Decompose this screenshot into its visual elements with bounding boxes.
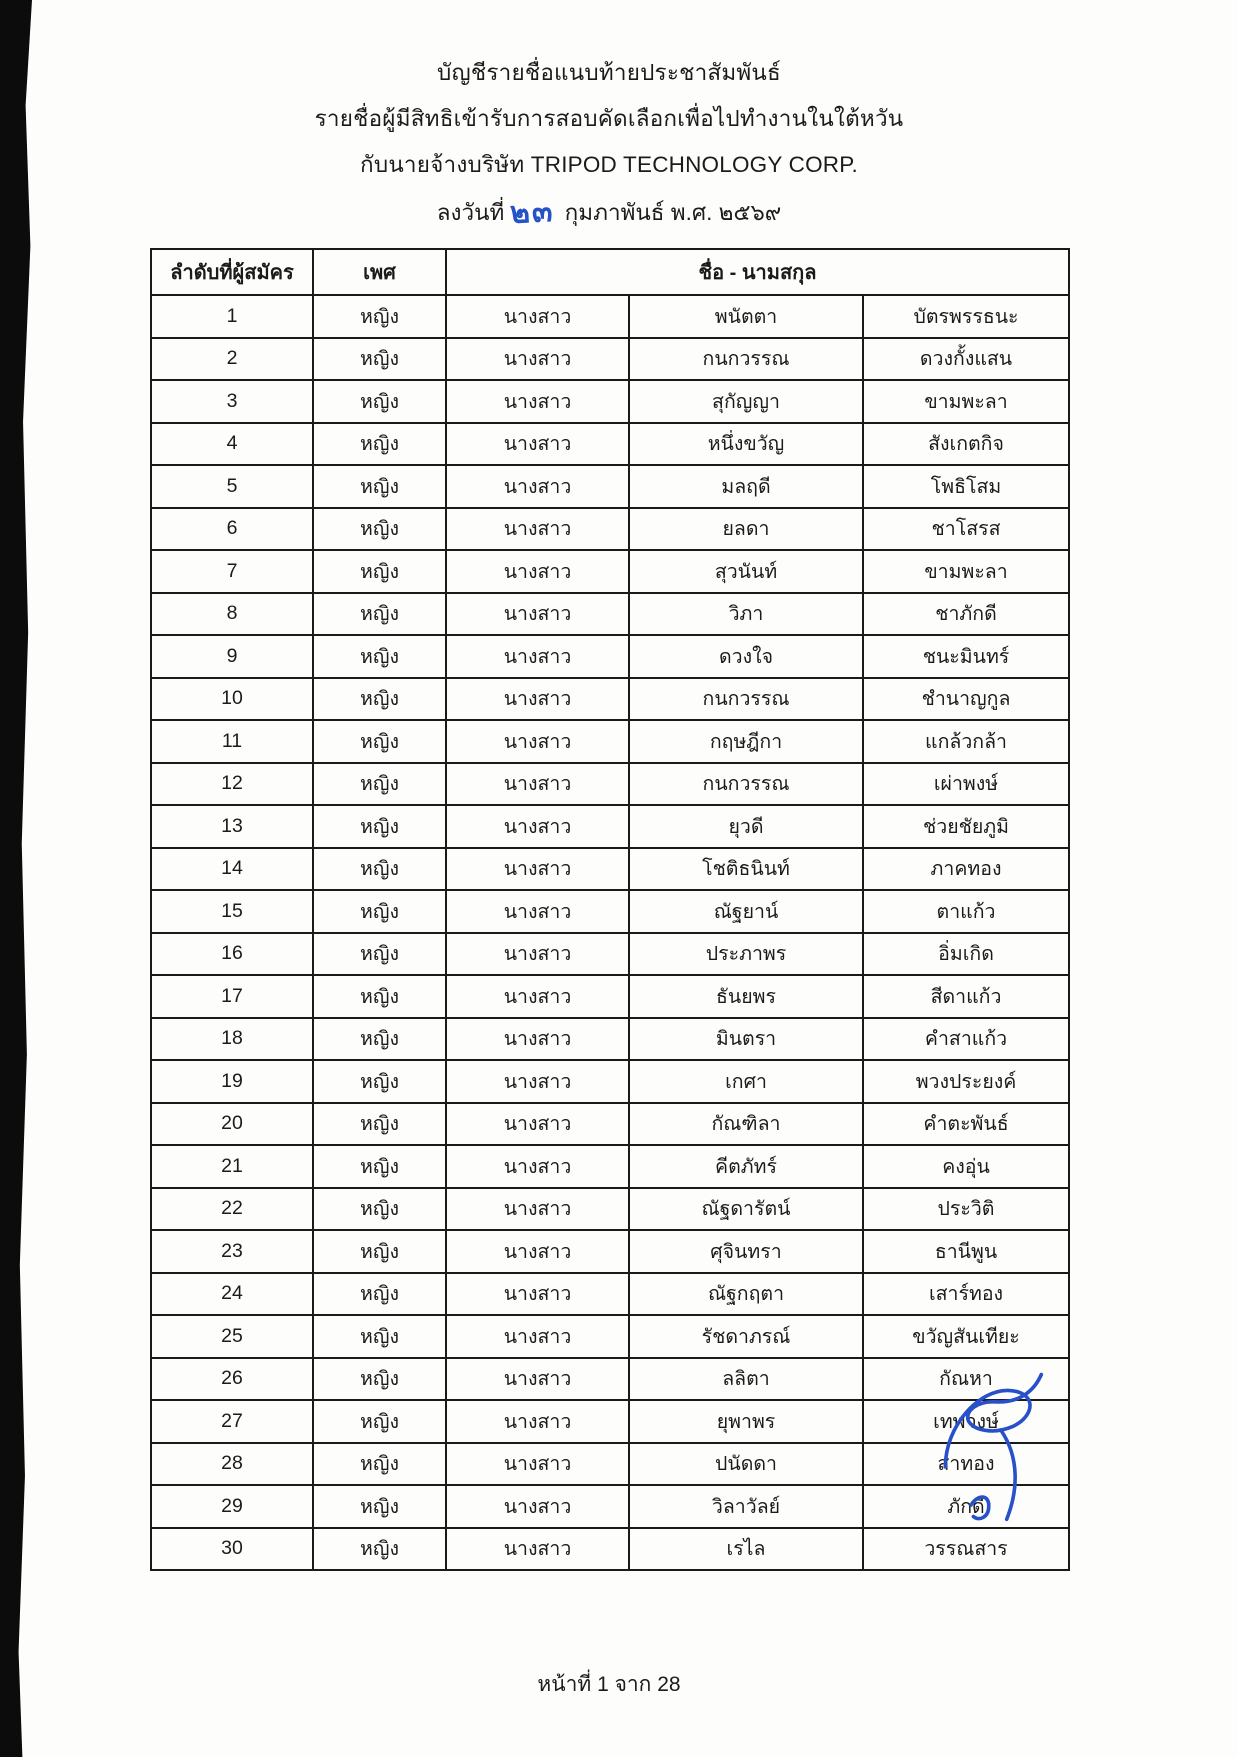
cell-no: 22 bbox=[151, 1188, 313, 1231]
cell-first: เรไล bbox=[629, 1528, 863, 1571]
cell-first: พนัตตา bbox=[629, 295, 863, 338]
cell-gender: หญิง bbox=[313, 975, 446, 1018]
cell-no: 2 bbox=[151, 338, 313, 381]
cell-title: นางสาว bbox=[446, 1145, 629, 1188]
cell-last: ภักดี bbox=[863, 1485, 1069, 1528]
cell-title: นางสาว bbox=[446, 975, 629, 1018]
cell-title: นางสาว bbox=[446, 1528, 629, 1571]
cell-first: กัณฑิลา bbox=[629, 1103, 863, 1146]
cell-last: แกล้วกล้า bbox=[863, 720, 1069, 763]
date-line bbox=[150, 188, 1068, 236]
col-header-gender: เพศ bbox=[313, 249, 446, 295]
cell-no: 6 bbox=[151, 508, 313, 551]
cell-gender: หญิง bbox=[313, 295, 446, 338]
cell-gender: หญิง bbox=[313, 635, 446, 678]
cell-first: สุกัญญา bbox=[629, 380, 863, 423]
cell-title: นางสาว bbox=[446, 593, 629, 636]
cell-first: ยุวดี bbox=[629, 805, 863, 848]
cell-gender: หญิง bbox=[313, 1358, 446, 1401]
cell-title: นางสาว bbox=[446, 1315, 629, 1358]
table-row bbox=[151, 423, 1069, 466]
table-row bbox=[151, 380, 1069, 423]
cell-first: วิภา bbox=[629, 593, 863, 636]
table-row bbox=[151, 635, 1069, 678]
cell-no: 1 bbox=[151, 295, 313, 338]
cell-last: สังเกตกิจ bbox=[863, 423, 1069, 466]
cell-last: ภาคทอง bbox=[863, 848, 1069, 891]
cell-title: นางสาว bbox=[446, 1103, 629, 1146]
cell-title: นางสาว bbox=[446, 1060, 629, 1103]
cell-first: สุวนันท์ bbox=[629, 550, 863, 593]
cell-no: 29 bbox=[151, 1485, 313, 1528]
cell-last: ชำนาญกูล bbox=[863, 678, 1069, 721]
cell-no: 30 bbox=[151, 1528, 313, 1571]
cell-gender: หญิง bbox=[313, 1188, 446, 1231]
cell-gender: หญิง bbox=[313, 1060, 446, 1103]
cell-last: ธานีพูน bbox=[863, 1230, 1069, 1273]
cell-first: โชติธนินท์ bbox=[629, 848, 863, 891]
cell-gender: หญิง bbox=[313, 1145, 446, 1188]
table-row bbox=[151, 593, 1069, 636]
cell-no: 14 bbox=[151, 848, 313, 891]
cell-first: กนกวรรณ bbox=[629, 678, 863, 721]
table-row bbox=[151, 763, 1069, 806]
cell-no: 19 bbox=[151, 1060, 313, 1103]
cell-title: นางสาว bbox=[446, 1485, 629, 1528]
cell-gender: หญิง bbox=[313, 1273, 446, 1316]
document-header bbox=[150, 50, 1068, 236]
cell-no: 15 bbox=[151, 890, 313, 933]
title-line-3: กับนายจ้างบริษัท TRIPOD TECHNOLOGY CORP. bbox=[360, 152, 858, 177]
cell-no: 26 bbox=[151, 1358, 313, 1401]
cell-last: ชนะมินทร์ bbox=[863, 635, 1069, 678]
table-row bbox=[151, 295, 1069, 338]
cell-last: ชาภักดี bbox=[863, 593, 1069, 636]
cell-gender: หญิง bbox=[313, 763, 446, 806]
cell-no: 5 bbox=[151, 465, 313, 508]
cell-no: 18 bbox=[151, 1018, 313, 1061]
cell-last: พวงประยงค์ bbox=[863, 1060, 1069, 1103]
cell-last: คำสาแก้ว bbox=[863, 1018, 1069, 1061]
cell-no: 13 bbox=[151, 805, 313, 848]
date-suffix: กุมภาพันธ์ พ.ศ. ๒๕๖๙ bbox=[564, 200, 782, 225]
cell-gender: หญิง bbox=[313, 1443, 446, 1486]
cell-first: กนกวรรณ bbox=[629, 763, 863, 806]
table-row bbox=[151, 1528, 1069, 1571]
cell-first: ณัฐดารัตน์ bbox=[629, 1188, 863, 1231]
cell-first: ลลิตา bbox=[629, 1358, 863, 1401]
cell-title: นางสาว bbox=[446, 848, 629, 891]
applicant-table-body bbox=[151, 295, 1069, 1570]
cell-gender: หญิง bbox=[313, 423, 446, 466]
cell-no: 27 bbox=[151, 1400, 313, 1443]
cell-title: นางสาว bbox=[446, 763, 629, 806]
cell-no: 4 bbox=[151, 423, 313, 466]
cell-no: 11 bbox=[151, 720, 313, 763]
cell-no: 17 bbox=[151, 975, 313, 1018]
table-row bbox=[151, 338, 1069, 381]
cell-gender: หญิง bbox=[313, 1400, 446, 1443]
table-row bbox=[151, 1103, 1069, 1146]
table-row bbox=[151, 1485, 1069, 1528]
table-row bbox=[151, 1443, 1069, 1486]
cell-gender: หญิง bbox=[313, 678, 446, 721]
cell-last: ชาโสรส bbox=[863, 508, 1069, 551]
cell-last: กัณหา bbox=[863, 1358, 1069, 1401]
cell-gender: หญิง bbox=[313, 933, 446, 976]
table-row bbox=[151, 805, 1069, 848]
cell-last: ดวงกั้งแสน bbox=[863, 338, 1069, 381]
cell-no: 21 bbox=[151, 1145, 313, 1188]
cell-gender: หญิง bbox=[313, 465, 446, 508]
cell-no: 20 bbox=[151, 1103, 313, 1146]
cell-last: เทพวงษ์ bbox=[863, 1400, 1069, 1443]
cell-title: นางสาว bbox=[446, 720, 629, 763]
cell-last: คงอุ่น bbox=[863, 1145, 1069, 1188]
cell-title: นางสาว bbox=[446, 1358, 629, 1401]
cell-no: 10 bbox=[151, 678, 313, 721]
cell-last: เสาร์ทอง bbox=[863, 1273, 1069, 1316]
cell-no: 3 bbox=[151, 380, 313, 423]
cell-gender: หญิง bbox=[313, 890, 446, 933]
cell-no: 12 bbox=[151, 763, 313, 806]
cell-first: หนึ่งขวัญ bbox=[629, 423, 863, 466]
cell-last: บัตรพรรธนะ bbox=[863, 295, 1069, 338]
cell-first: มลฤดี bbox=[629, 465, 863, 508]
cell-title: นางสาว bbox=[446, 295, 629, 338]
cell-last: เผ่าพงษ์ bbox=[863, 763, 1069, 806]
cell-last: ขามพะลา bbox=[863, 550, 1069, 593]
cell-first: รัชดาภรณ์ bbox=[629, 1315, 863, 1358]
cell-last: ช่วยชัยภูมิ bbox=[863, 805, 1069, 848]
cell-first: ณัฐกฤตา bbox=[629, 1273, 863, 1316]
cell-title: นางสาว bbox=[446, 1018, 629, 1061]
cell-gender: หญิง bbox=[313, 1018, 446, 1061]
cell-last: วรรณสาร bbox=[863, 1528, 1069, 1571]
table-row bbox=[151, 1400, 1069, 1443]
cell-gender: หญิง bbox=[313, 1315, 446, 1358]
title-line-2: รายชื่อผู้มีสิทธิเข้ารับการสอบคัดเลือกเพื่อไปทำงานในใต้หวัน bbox=[314, 106, 904, 131]
cell-last: ตาแก้ว bbox=[863, 890, 1069, 933]
cell-title: นางสาว bbox=[446, 1400, 629, 1443]
cell-first: ณัฐยาน์ bbox=[629, 890, 863, 933]
document-content bbox=[150, 50, 1068, 1571]
cell-last: สีดาแก้ว bbox=[863, 975, 1069, 1018]
cell-first: กนกวรรณ bbox=[629, 338, 863, 381]
cell-last: ประวิติ bbox=[863, 1188, 1069, 1231]
cell-gender: หญิง bbox=[313, 593, 446, 636]
cell-first: กฤษฎีกา bbox=[629, 720, 863, 763]
cell-first: ประภาพร bbox=[629, 933, 863, 976]
table-row bbox=[151, 678, 1069, 721]
applicant-table-head bbox=[151, 249, 1069, 295]
date-prefix: ลงวันที่ bbox=[436, 200, 505, 225]
cell-title: นางสาว bbox=[446, 380, 629, 423]
cell-no: 28 bbox=[151, 1443, 313, 1486]
table-row bbox=[151, 1230, 1069, 1273]
cell-first: ศุจินทรา bbox=[629, 1230, 863, 1273]
cell-last: สาทอง bbox=[863, 1443, 1069, 1486]
cell-first: มินตรา bbox=[629, 1018, 863, 1061]
cell-title: นางสาว bbox=[446, 1273, 629, 1316]
table-row bbox=[151, 550, 1069, 593]
cell-first: คีตภัทร์ bbox=[629, 1145, 863, 1188]
cell-gender: หญิง bbox=[313, 720, 446, 763]
cell-title: นางสาว bbox=[446, 423, 629, 466]
cell-title: นางสาว bbox=[446, 805, 629, 848]
table-row bbox=[151, 1273, 1069, 1316]
cell-no: 24 bbox=[151, 1273, 313, 1316]
table-row bbox=[151, 890, 1069, 933]
table-row bbox=[151, 720, 1069, 763]
cell-first: เกศา bbox=[629, 1060, 863, 1103]
cell-last: ขวัญสันเทียะ bbox=[863, 1315, 1069, 1358]
table-row bbox=[151, 1358, 1069, 1401]
cell-title: นางสาว bbox=[446, 1188, 629, 1231]
cell-title: นางสาว bbox=[446, 1230, 629, 1273]
cell-gender: หญิง bbox=[313, 380, 446, 423]
table-row bbox=[151, 975, 1069, 1018]
applicant-table bbox=[150, 248, 1070, 1571]
cell-title: นางสาว bbox=[446, 678, 629, 721]
cell-first: ธันยพร bbox=[629, 975, 863, 1018]
header-row bbox=[151, 249, 1069, 295]
table-row bbox=[151, 1145, 1069, 1188]
cell-gender: หญิง bbox=[313, 1485, 446, 1528]
cell-last: ขามพะลา bbox=[863, 380, 1069, 423]
cell-first: วิลาวัลย์ bbox=[629, 1485, 863, 1528]
table-row bbox=[151, 848, 1069, 891]
table-row bbox=[151, 465, 1069, 508]
cell-no: 25 bbox=[151, 1315, 313, 1358]
cell-gender: หญิง bbox=[313, 508, 446, 551]
cell-title: นางสาว bbox=[446, 338, 629, 381]
cell-gender: หญิง bbox=[313, 1230, 446, 1273]
cell-gender: หญิง bbox=[313, 338, 446, 381]
table-row bbox=[151, 1188, 1069, 1231]
table-row bbox=[151, 1018, 1069, 1061]
table-row bbox=[151, 508, 1069, 551]
cell-gender: หญิง bbox=[313, 550, 446, 593]
cell-no: 23 bbox=[151, 1230, 313, 1273]
cell-title: นางสาว bbox=[446, 1443, 629, 1486]
col-header-order: ลำดับที่ผู้สมัคร bbox=[151, 249, 313, 295]
table-row bbox=[151, 933, 1069, 976]
scan-edge-artifact bbox=[0, 0, 32, 1757]
cell-first: ยลดา bbox=[629, 508, 863, 551]
cell-no: 8 bbox=[151, 593, 313, 636]
cell-title: นางสาว bbox=[446, 933, 629, 976]
cell-gender: หญิง bbox=[313, 1103, 446, 1146]
cell-first: ยุพาพร bbox=[629, 1400, 863, 1443]
table-row bbox=[151, 1315, 1069, 1358]
col-header-name: ชื่อ - นามสกุล bbox=[446, 249, 1069, 295]
title-line-1: บัญชีรายชื่อแนบท้ายประชาสัมพันธ์ bbox=[437, 60, 781, 85]
cell-first: ดวงใจ bbox=[629, 635, 863, 678]
cell-gender: หญิง bbox=[313, 848, 446, 891]
cell-title: นางสาว bbox=[446, 890, 629, 933]
cell-title: นางสาว bbox=[446, 465, 629, 508]
handwritten-day: ๒๓ bbox=[509, 194, 556, 231]
page-indicator: หน้าที่ 1 จาก 28 bbox=[537, 1673, 681, 1696]
table-row bbox=[151, 1060, 1069, 1103]
cell-no: 16 bbox=[151, 933, 313, 976]
cell-last: อิ่มเกิด bbox=[863, 933, 1069, 976]
cell-title: นางสาว bbox=[446, 635, 629, 678]
cell-last: คำตะพันธ์ bbox=[863, 1103, 1069, 1146]
cell-gender: หญิง bbox=[313, 805, 446, 848]
cell-last: โพธิโสม bbox=[863, 465, 1069, 508]
cell-title: นางสาว bbox=[446, 550, 629, 593]
cell-first: ปนัดดา bbox=[629, 1443, 863, 1486]
cell-no: 7 bbox=[151, 550, 313, 593]
cell-no: 9 bbox=[151, 635, 313, 678]
cell-title: นางสาว bbox=[446, 508, 629, 551]
cell-gender: หญิง bbox=[313, 1528, 446, 1571]
